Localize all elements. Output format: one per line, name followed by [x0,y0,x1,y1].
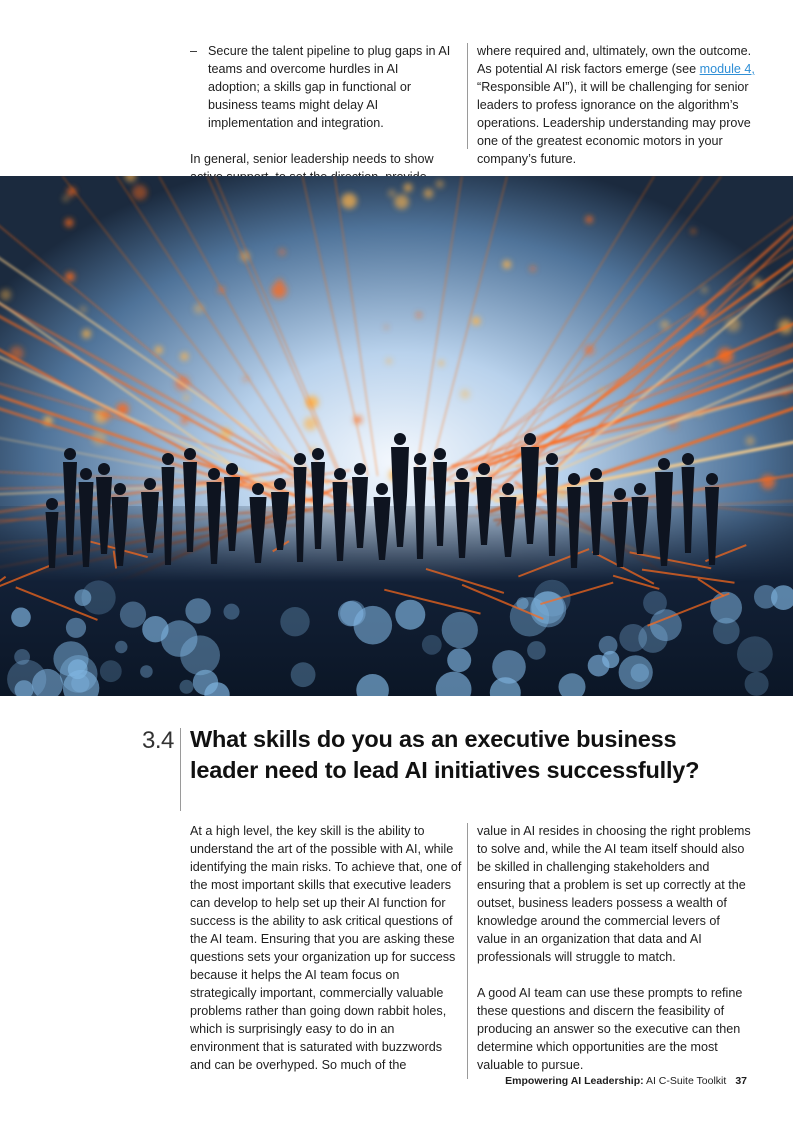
outcome-text-end: “Responsible AI”), it will be challenging for senior leaders to profess ignorance on the algorithm’s operations. Leadership understanding may prove one of the greatest economic motors in your company’s future. [477,80,751,166]
top-right-column [477,42,757,168]
page-number: 37 [735,1075,747,1087]
skills-paragraph: At a high level, the key skill is the ability to understand the art of the possible with AI, while identifying the main risks. To achieve that, one of the most important skills that executive leaders can develop to help set up their AI function for success is the ability to ask critical questions of the AI team. Ensuring that you are asking these questions sets your organization up for success because it helps the AI team focus on strategically important, commercially valuable problems rather than going down rabbit holes, which is surprisingly easy to do in an environment that is saturated with buzzwords and can be overhyped. So much of the [190,824,462,1072]
footer-title-rest: AI C-Suite Toolkit [643,1075,727,1087]
page-footer [505,1075,747,1087]
outcome-text-start: where required and, ultimately, own the outcome. As potential AI risk factors emerge (see [477,44,752,76]
ai-crowd-illustration [0,176,793,696]
column-divider [467,43,468,149]
value-paragraph: value in AI resides in choosing the right problems to solve and, while the AI team itself should also be skilled in challenging stakeholders and ensuring that a problem is set up correctly at the outset, business leaders possess a wealth of knowledge around the commercial levers of value in an organization that data and AI professionals will struggle to match. [477,824,751,964]
outcome-paragraph [477,42,757,168]
section-divider [180,728,181,811]
hero-image [0,176,793,696]
section-title: What skills do you as an executive business leader need to lead AI initiatives successfully? [190,726,700,783]
bullet-text: Secure the talent pipeline to plug gaps in AI teams and overcome hurdles in AI adoption; a skills gap in functional or business teams might delay AI implementation and integration. [208,44,451,130]
section-number: 3.4 [142,727,174,754]
module-4-link[interactable]: module 4, [699,62,755,76]
bottom-right-column [477,822,751,1074]
leadership-paragraph: In general, senior leadership needs to show [190,152,434,166]
column-divider [467,823,468,1079]
bullet-dash: – [190,44,198,58]
footer-title-bold: Empowering AI Leadership: [505,1075,644,1087]
prompts-paragraph: A good AI team can use these prompts to refine these questions and discern the feasibility of producing an answer so the executive can then determine which opportunities are the most valuable to pursue. [477,986,743,1072]
bullet-item [190,42,452,132]
bottom-left-column [190,822,464,1074]
